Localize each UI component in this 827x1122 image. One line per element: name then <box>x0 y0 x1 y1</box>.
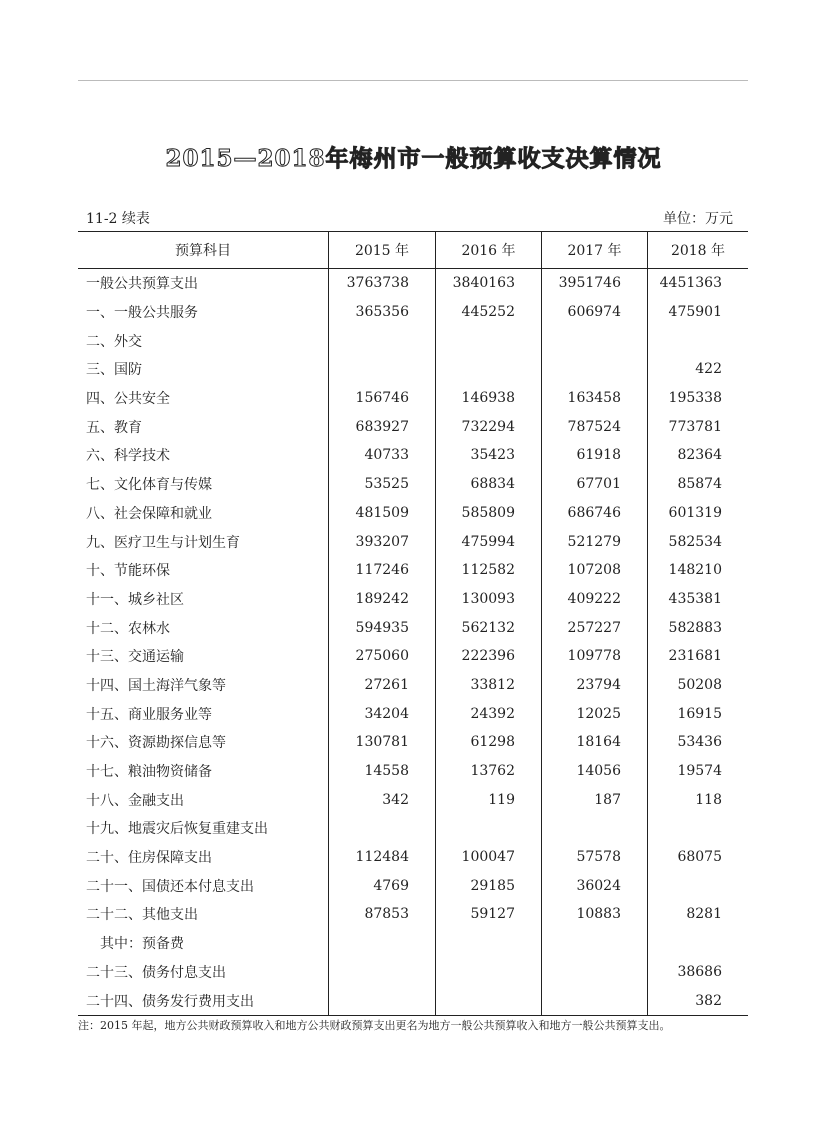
cell-value: 14056 <box>542 757 648 786</box>
cell-value: 475994 <box>436 527 542 556</box>
cell-value: 53525 <box>329 470 436 499</box>
row-label: 三、国防 <box>86 362 142 379</box>
cell-value: 163458 <box>542 384 648 413</box>
table-row <box>78 412 748 441</box>
row-label: 十三、交通运输 <box>86 649 184 666</box>
table-row <box>78 642 748 671</box>
table-row <box>78 900 748 929</box>
cell-value <box>648 326 749 355</box>
cell-value: 365356 <box>329 298 436 327</box>
cell-value: 19574 <box>648 757 749 786</box>
cell-value <box>436 958 542 987</box>
cell-value: 100047 <box>436 843 542 872</box>
cell-value: 231681 <box>648 642 749 671</box>
cell-value <box>436 929 542 958</box>
cell-value: 12025 <box>542 699 648 728</box>
cell-value: 481509 <box>329 499 436 528</box>
column-header: 预算科目 <box>78 232 329 269</box>
row-label: 十九、地震灾后恢复重建支出 <box>86 821 268 838</box>
cell-value: 521279 <box>542 527 648 556</box>
cell-value <box>329 355 436 384</box>
cell-value <box>329 986 436 1015</box>
cell-value: 67701 <box>542 470 648 499</box>
cell-value <box>436 986 542 1015</box>
table-row <box>78 269 748 298</box>
row-label: 二十二、其他支出 <box>86 907 198 924</box>
row-label: 五、教育 <box>86 419 142 436</box>
cell-value: 130093 <box>436 585 542 614</box>
table-row <box>78 958 748 987</box>
row-label: 一般公共预算支出 <box>86 276 198 293</box>
cell-value: 683927 <box>329 412 436 441</box>
table-row <box>78 585 748 614</box>
cell-value: 422 <box>648 355 749 384</box>
cell-value: 68075 <box>648 843 749 872</box>
table-row <box>78 441 748 470</box>
cell-value: 117246 <box>329 556 436 585</box>
cell-value <box>648 929 749 958</box>
cell-value: 68834 <box>436 470 542 499</box>
row-label: 其中：预备费 <box>86 936 184 953</box>
row-label: 四、公共安全 <box>86 391 170 408</box>
cell-value <box>329 958 436 987</box>
column-header: 2015 年 <box>329 232 436 269</box>
cell-value: 732294 <box>436 412 542 441</box>
row-label: 九、医疗卫生与计划生育 <box>86 534 240 551</box>
cell-value: 3763738 <box>329 269 436 298</box>
row-label: 二十一、国债还本付息支出 <box>86 878 254 895</box>
cell-value: 562132 <box>436 613 542 642</box>
cell-value: 156746 <box>329 384 436 413</box>
cell-value <box>648 871 749 900</box>
cell-value: 59127 <box>436 900 542 929</box>
cell-value: 4769 <box>329 871 436 900</box>
cell-value: 787524 <box>542 412 648 441</box>
cell-value: 686746 <box>542 499 648 528</box>
table-row <box>78 384 748 413</box>
cell-value: 61298 <box>436 728 542 757</box>
table-row <box>78 298 748 327</box>
row-label: 十一、城乡社区 <box>86 591 184 608</box>
cell-value: 33812 <box>436 671 542 700</box>
header-rule <box>78 80 748 81</box>
cell-value <box>329 929 436 958</box>
row-label: 一、一般公共服务 <box>86 305 198 322</box>
table-id: 11-2 续表 <box>86 211 150 227</box>
cell-value: 61918 <box>542 441 648 470</box>
cell-value: 27261 <box>329 671 436 700</box>
row-label: 十七、粮油物资储备 <box>86 764 212 781</box>
column-header: 2017 年 <box>542 232 648 269</box>
row-label: 二十三、债务付息支出 <box>86 964 226 981</box>
cell-value: 3951746 <box>542 269 648 298</box>
budget-table <box>78 231 748 1016</box>
table-row <box>78 527 748 556</box>
header-row <box>78 232 748 269</box>
cell-value: 393207 <box>329 527 436 556</box>
cell-value: 409222 <box>542 585 648 614</box>
cell-value: 146938 <box>436 384 542 413</box>
table-row <box>78 613 748 642</box>
cell-value: 601319 <box>648 499 749 528</box>
cell-value: 34204 <box>329 699 436 728</box>
cell-value: 85874 <box>648 470 749 499</box>
cell-value: 57578 <box>542 843 648 872</box>
cell-value <box>436 355 542 384</box>
row-label: 二十四、债务发行费用支出 <box>78 986 329 1015</box>
cell-value: 585809 <box>436 499 542 528</box>
table-row <box>78 843 748 872</box>
cell-value: 773781 <box>648 412 749 441</box>
cell-value: 222396 <box>436 642 542 671</box>
cell-value: 40733 <box>329 441 436 470</box>
cell-value: 53436 <box>648 728 749 757</box>
cell-value: 23794 <box>542 671 648 700</box>
row-label: 十六、资源勘探信息等 <box>86 735 226 752</box>
cell-value: 87853 <box>329 900 436 929</box>
table-row <box>78 757 748 786</box>
cell-value: 14558 <box>329 757 436 786</box>
cell-value: 107208 <box>542 556 648 585</box>
cell-value: 36024 <box>542 871 648 900</box>
column-header: 2018 年 <box>648 232 749 269</box>
cell-value: 257227 <box>542 613 648 642</box>
table-row <box>78 728 748 757</box>
cell-value: 38686 <box>648 958 749 987</box>
table-row <box>78 326 748 355</box>
cell-value: 82364 <box>648 441 749 470</box>
cell-value: 582534 <box>648 527 749 556</box>
cell-value <box>542 986 648 1015</box>
cell-value: 4451363 <box>648 269 749 298</box>
table-row <box>78 699 748 728</box>
row-label: 六、科学技术 <box>86 448 170 465</box>
cell-value: 8281 <box>648 900 749 929</box>
cell-value: 382 <box>648 986 749 1015</box>
cell-value: 112484 <box>329 843 436 872</box>
cell-value: 189242 <box>329 585 436 614</box>
cell-value: 187 <box>542 785 648 814</box>
cell-value: 29185 <box>436 871 542 900</box>
table-row <box>78 814 748 843</box>
cell-value <box>542 929 648 958</box>
cell-value: 275060 <box>329 642 436 671</box>
table-row <box>78 556 748 585</box>
table-row <box>78 871 748 900</box>
cell-value: 10883 <box>542 900 648 929</box>
table-row <box>78 929 748 958</box>
row-label: 七、文化体育与传媒 <box>86 477 212 494</box>
cell-value: 594935 <box>329 613 436 642</box>
cell-value: 13762 <box>436 757 542 786</box>
footnote: 注：2015 年起，地方公共财政预算收入和地方公共财政预算支出更名为地方一般公共预算收入和地方一般公共预算支出。 <box>78 1019 671 1032</box>
column-header: 2016 年 <box>436 232 542 269</box>
row-label: 十四、国土海洋气象等 <box>86 677 226 694</box>
cell-value: 475901 <box>648 298 749 327</box>
page-title: 2015—2018年梅州市一般预算收支决算情况 <box>165 145 662 172</box>
cell-value <box>329 326 436 355</box>
cell-value <box>542 814 648 843</box>
table-row <box>78 671 748 700</box>
cell-value: 18164 <box>542 728 648 757</box>
row-label: 二、外交 <box>86 333 142 350</box>
row-label: 十八、金融支出 <box>86 792 184 809</box>
cell-value <box>542 355 648 384</box>
table-row <box>78 785 748 814</box>
row-label: 八、社会保障和就业 <box>86 505 212 522</box>
cell-value: 606974 <box>542 298 648 327</box>
row-label: 十、节能环保 <box>86 563 170 580</box>
cell-value: 112582 <box>436 556 542 585</box>
cell-value: 109778 <box>542 642 648 671</box>
cell-value: 3840163 <box>436 269 542 298</box>
row-label: 二十、住房保障支出 <box>86 850 212 867</box>
cell-value: 148210 <box>648 556 749 585</box>
cell-value <box>436 326 542 355</box>
table-row <box>78 986 748 1015</box>
cell-value: 445252 <box>436 298 542 327</box>
cell-value: 342 <box>329 785 436 814</box>
table-row <box>78 355 748 384</box>
cell-value: 195338 <box>648 384 749 413</box>
table-row <box>78 499 748 528</box>
cell-value: 50208 <box>648 671 749 700</box>
cell-value <box>542 958 648 987</box>
cell-value <box>436 814 542 843</box>
cell-value: 35423 <box>436 441 542 470</box>
unit-label: 单位：万元 <box>663 211 733 227</box>
row-label: 十二、农林水 <box>86 620 170 637</box>
cell-value: 582883 <box>648 613 749 642</box>
cell-value <box>329 814 436 843</box>
cell-value: 130781 <box>329 728 436 757</box>
cell-value <box>648 814 749 843</box>
cell-value: 118 <box>648 785 749 814</box>
cell-value: 435381 <box>648 585 749 614</box>
table-row <box>78 470 748 499</box>
cell-value: 119 <box>436 785 542 814</box>
row-label: 十五、商业服务业等 <box>86 706 212 723</box>
cell-value: 24392 <box>436 699 542 728</box>
cell-value: 16915 <box>648 699 749 728</box>
cell-value <box>542 326 648 355</box>
